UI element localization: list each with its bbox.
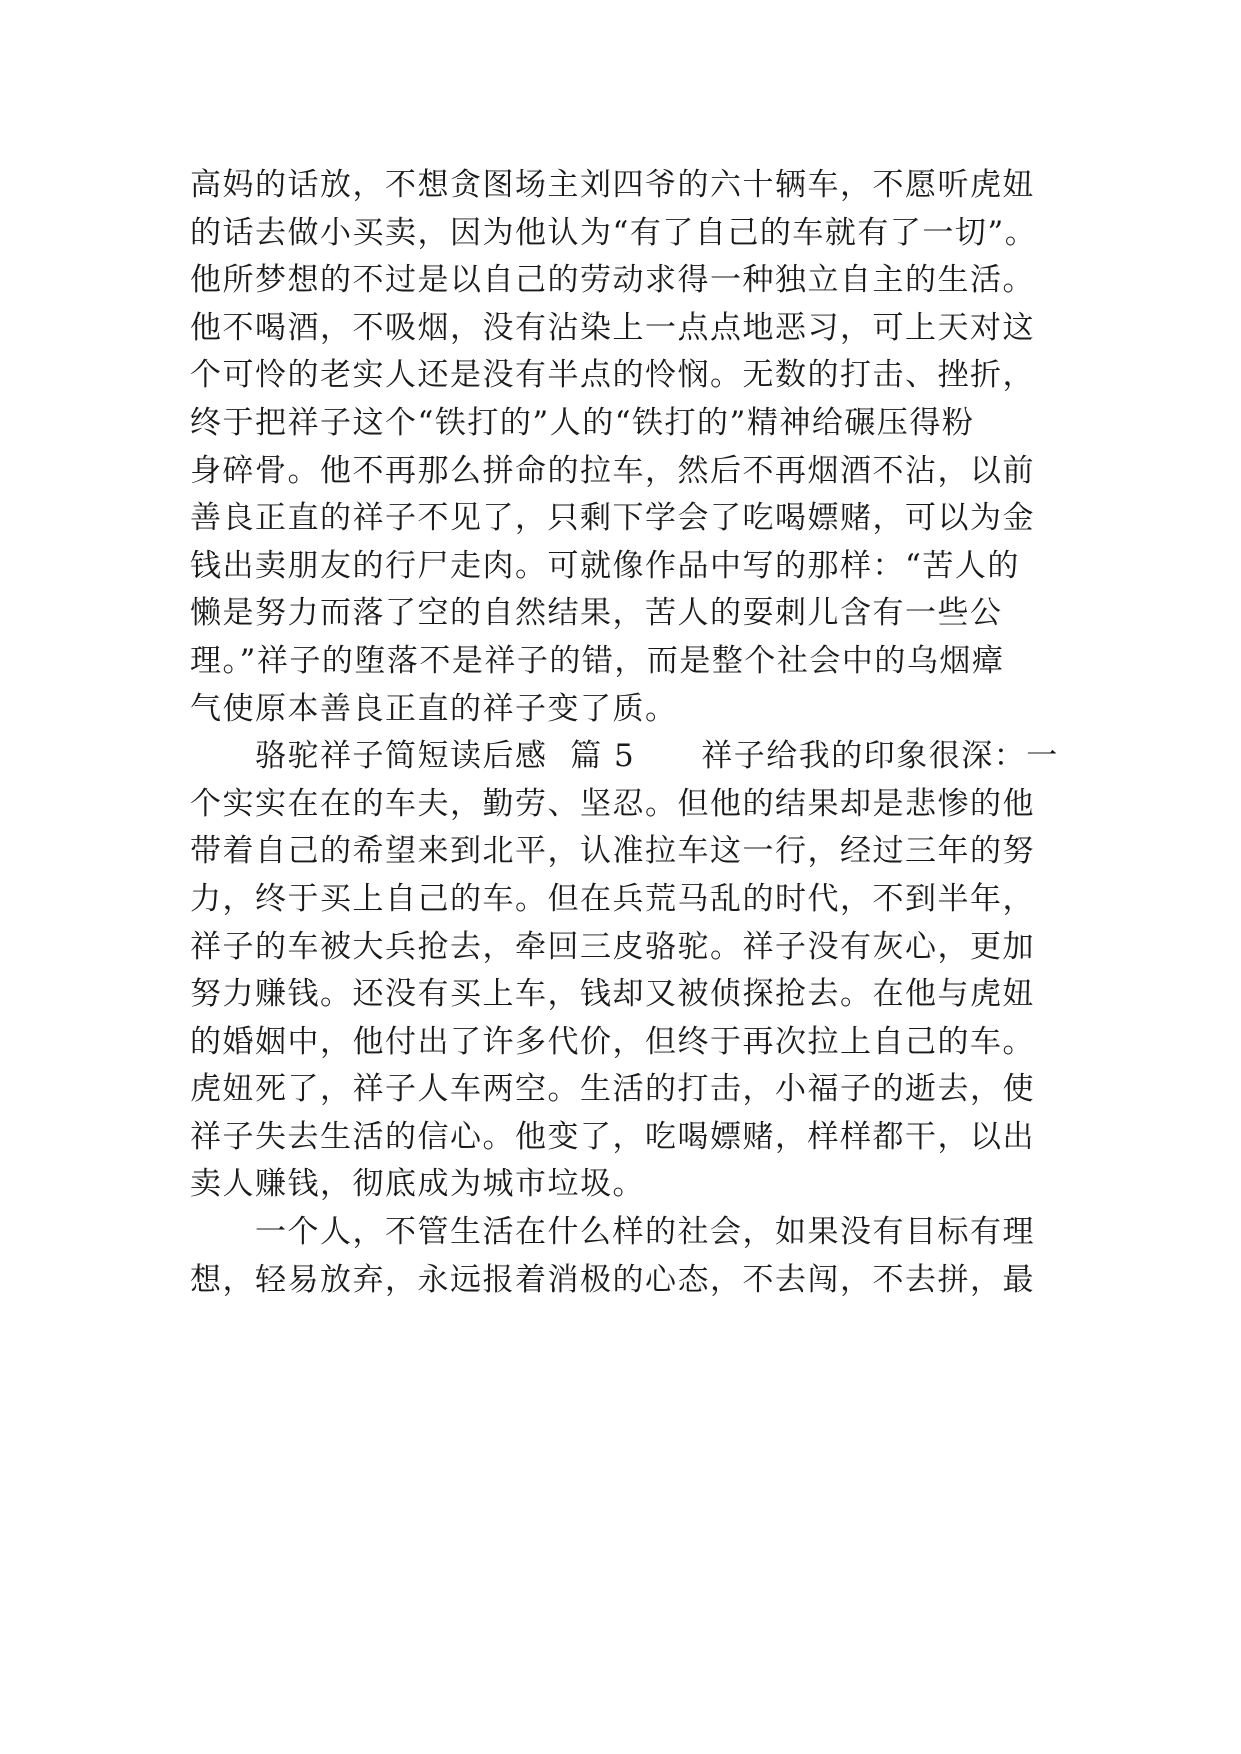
text-line: 个实实在在的车夫，勤劳、坚忍。但他的结果却是悲惨的他 (190, 785, 1035, 822)
body-text (190, 162, 1080, 1304)
text-line: 想，轻易放弃，永远报着消极的心态，不去闯，不去拼，最 (190, 1261, 1035, 1298)
text-line: 祥子的车被大兵抢去，牵回三皮骆驼。祥子没有灰心，更加 (190, 928, 1035, 965)
text-line: 的婚姻中，他付出了许多代价，但终于再次拉上自己的车。 (190, 1023, 1035, 1060)
text-line: 虎妞死了，祥子人车两空。生活的打击，小福子的逝去，使 (190, 1071, 1035, 1108)
section-heading: 骆驼祥子简短读后感 篇 5 (190, 738, 636, 775)
text-line: 祥子失去生活的信心。他变了，吃喝嫖赌，样样都干，以出 (190, 1118, 1035, 1155)
section-heading-tail: 祥子给我的印象很深：一 (701, 738, 1059, 775)
text-line: 一个人，不管生活在什么样的社会，如果没有目标有理 (190, 1214, 1035, 1251)
text-line: 身碎骨。他不再那么拼命的拉车，然后不再烟酒不沾，以前 (190, 452, 1035, 489)
text-line: 终于把祥子这个“铁打的”人的“铁打的”精神给碾压得粉 (190, 404, 975, 441)
text-line: 个可怜的老实人还是没有半点的怜悯。无数的打击、挫折， (190, 357, 1035, 394)
text-line: 的话去做小买卖，因为他认为“有了自己的车就有了一切”。 (190, 214, 1038, 251)
text-line: 气使原本善良正直的祥子变了质。 (190, 690, 678, 727)
text-line: 理。”祥子的堕落不是祥子的错，而是整个社会中的乌烟瘴 (190, 642, 1005, 679)
section-heading-line (190, 733, 1080, 781)
text-line: 卖人赚钱，彻底成为城市垃圾。 (190, 1166, 645, 1203)
text-line: 懒是努力而落了空的自然结果，苦人的耍刺儿含有一些公 (190, 595, 1003, 632)
text-line: 力，终于买上自己的车。但在兵荒马乱的时代，不到半年， (190, 880, 1035, 917)
text-line: 善良正直的祥子不见了，只剩下学会了吃喝嫖赌，可以为金 (190, 500, 1035, 537)
text-line: 他所梦想的不过是以自己的劳动求得一种独立自主的生活。 (190, 262, 1035, 299)
text-line: 努力赚钱。还没有买上车，钱却又被侦探抢去。在他与虎妞 (190, 976, 1035, 1013)
text-line: 带着自己的希望来到北平，认准拉车这一行，经过三年的努 (190, 833, 1035, 870)
text-line: 钱出卖朋友的行尸走肉。可就像作品中写的那样：“苦人的 (190, 547, 1020, 584)
text-line: 他不喝酒，不吸烟，没有沾染上一点点地恶习，可上天对这 (190, 309, 1035, 346)
text-line: 高妈的话放，不想贪图场主刘四爷的六十辆车，不愿听虎妞 (190, 167, 1035, 203)
